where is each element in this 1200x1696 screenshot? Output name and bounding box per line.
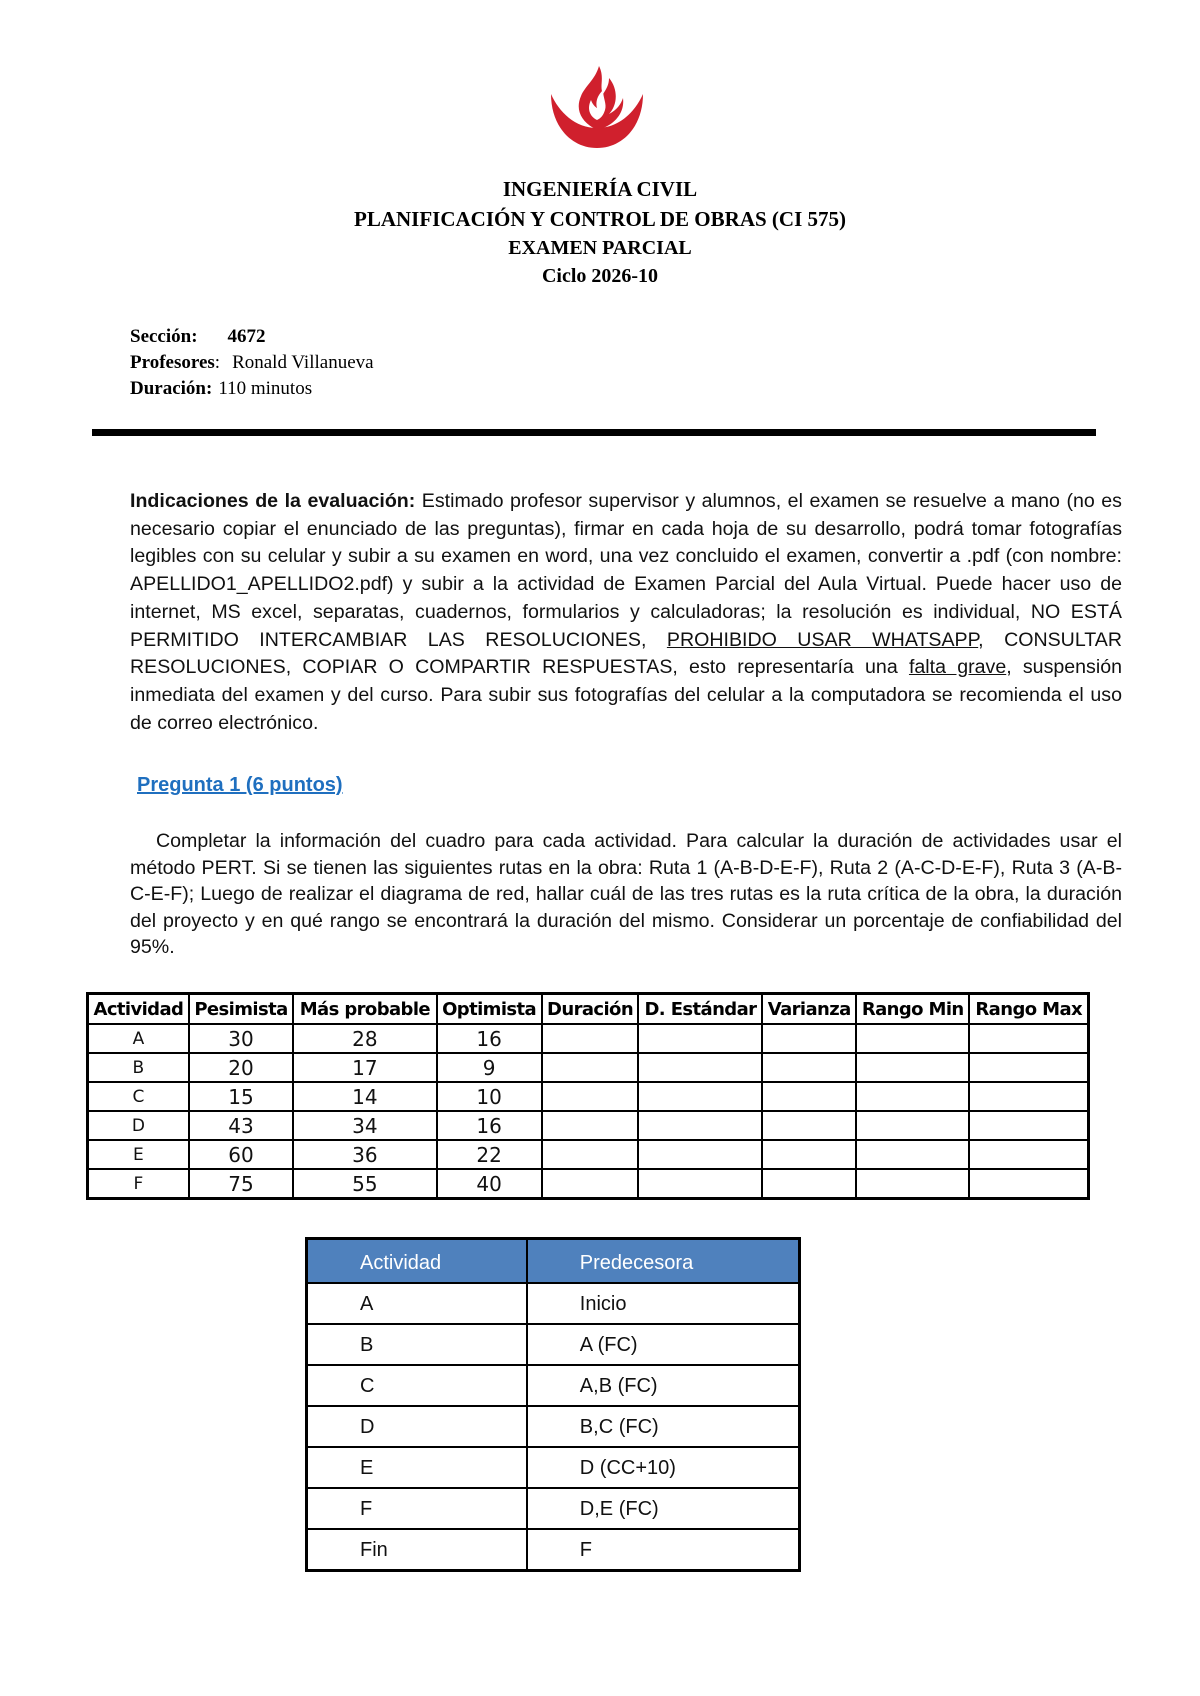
statement-text: Completar la información del cuadro para cada actividad. Para calcular la duración de actividades usar el método PERT. Si se tienen las siguientes rutas en la obra: Ruta 1 (A-B-D-E-F), Ruta 2 (A-C-D-E-F), Ruta 3 (A-B-C-E-F); Luego de realizar el diagrama de red, hallar cuál de las tres rutas es la ruta crítica de la obra, la duración del proyecto y en qué rango se encontrará la duración del mismo. Considerar un porcentaje de confiabilidad del 95%. bbox=[130, 830, 1122, 958]
pert-cell bbox=[638, 1024, 762, 1053]
pert-row bbox=[88, 1082, 1089, 1111]
exam-title: EXAMEN PARCIAL bbox=[508, 237, 692, 259]
pert-cell: 34 bbox=[293, 1111, 436, 1140]
pert-cell bbox=[762, 1169, 856, 1199]
pert-cell bbox=[856, 1082, 969, 1111]
pert-cell: 43 bbox=[189, 1111, 293, 1140]
pert-activity-cell: B bbox=[88, 1053, 189, 1082]
pert-cell bbox=[969, 1111, 1088, 1140]
pert-cell bbox=[638, 1111, 762, 1140]
question-statement bbox=[130, 828, 1122, 961]
predecessor-activity-cell: D bbox=[307, 1406, 527, 1447]
pert-cell bbox=[856, 1111, 969, 1140]
section-label: Sección: bbox=[130, 326, 198, 347]
pert-cell: 30 bbox=[189, 1024, 293, 1053]
duration-row bbox=[130, 376, 374, 402]
pert-cell bbox=[856, 1053, 969, 1082]
pert-row bbox=[88, 1024, 1089, 1053]
pert-cell: 60 bbox=[189, 1140, 293, 1169]
predecessor-activity-cell: F bbox=[307, 1488, 527, 1529]
pert-cell bbox=[542, 1111, 639, 1140]
pert-header-cell: Actividad bbox=[88, 994, 189, 1025]
pert-cell bbox=[542, 1169, 639, 1199]
pert-activity-cell: C bbox=[88, 1082, 189, 1111]
predecessor-row bbox=[307, 1529, 800, 1571]
pert-cell bbox=[969, 1140, 1088, 1169]
instructions-underlined-1: PROHIBIDO USAR WHATSAPP bbox=[666, 628, 979, 651]
pert-header-cell: Optimista bbox=[437, 994, 542, 1025]
pert-cell bbox=[762, 1024, 856, 1053]
pert-table bbox=[86, 992, 1090, 1200]
pert-cell: 55 bbox=[293, 1169, 436, 1199]
predecessor-row bbox=[307, 1283, 800, 1324]
pert-cell bbox=[542, 1082, 639, 1111]
pert-table-body bbox=[88, 1024, 1089, 1199]
predecessor-value-cell: B,C (FC) bbox=[527, 1406, 800, 1447]
pert-cell: 16 bbox=[437, 1024, 542, 1053]
predecessor-activity-cell: A bbox=[307, 1283, 527, 1324]
instructions-underlined-2: falta grave bbox=[908, 656, 1007, 679]
pert-header-cell: Más probable bbox=[293, 994, 436, 1025]
pert-cell bbox=[856, 1024, 969, 1053]
pert-cell bbox=[856, 1140, 969, 1169]
section-value: 4672 bbox=[227, 326, 266, 347]
predecessor-header-cell: Predecesora bbox=[527, 1239, 800, 1284]
predecessor-value-cell: D (CC+10) bbox=[527, 1447, 800, 1488]
pert-cell bbox=[969, 1053, 1088, 1082]
pert-header-cell: Pesimista bbox=[189, 994, 293, 1025]
career-title: INGENIERÍA CIVIL bbox=[502, 177, 698, 201]
exam-header bbox=[0, 174, 1200, 290]
professors-colon: : bbox=[214, 352, 221, 373]
pert-cell bbox=[638, 1082, 762, 1111]
predecessor-row bbox=[307, 1406, 800, 1447]
pert-cell bbox=[638, 1053, 762, 1082]
pert-cell bbox=[762, 1111, 856, 1140]
course-title: PLANIFICACIÓN Y CONTROL DE OBRAS (CI 575) bbox=[354, 207, 846, 231]
duration-label: Duración: bbox=[130, 378, 213, 399]
pert-cell bbox=[542, 1024, 639, 1053]
pert-cell bbox=[542, 1053, 639, 1082]
pert-cell bbox=[762, 1053, 856, 1082]
exam-meta bbox=[130, 324, 374, 402]
pert-header-row bbox=[88, 994, 1089, 1025]
predecessor-row bbox=[307, 1488, 800, 1529]
pert-header-cell: Rango Min bbox=[856, 994, 969, 1025]
pert-activity-cell: F bbox=[88, 1169, 189, 1199]
predecessor-value-cell: A (FC) bbox=[527, 1324, 800, 1365]
instructions-text-1: Estimado profesor supervisor y alumnos, el examen se resuelve a mano (no es necesario copiar el enunciado de las preguntas), firmar en cada hoja de su desarrollo, podrá tomar fotografías legibles con su celular y subir a su examen en word, una vez concluido el examen, convertir a .pdf (con nombre: APELLIDO1_APELLIDO2.pdf) y subir a la actividad de Examen Parcial del Aula Virtual. Puede hacer uso de internet, MS excel, separatas, cuadernos, formularios y calculadoras; la resolución es individual, NO ESTÁ PERMITIDO INTERCAMBIAR LAS RESOLUCIONES, bbox=[130, 490, 1122, 651]
predecessor-activity-cell: Fin bbox=[307, 1529, 527, 1571]
pert-cell: 16 bbox=[437, 1111, 542, 1140]
pert-cell bbox=[638, 1169, 762, 1199]
predecessor-table-body bbox=[307, 1283, 800, 1571]
pert-cell: 22 bbox=[437, 1140, 542, 1169]
pert-cell: 15 bbox=[189, 1082, 293, 1111]
predecessor-value-cell: D,E (FC) bbox=[527, 1488, 800, 1529]
instructions-text-2: , CONSULTAR RESOLUCIONES, COPIAR O COMPARTIR RESPUESTAS, esto representaría una bbox=[130, 628, 1122, 679]
predecessor-value-cell: Inicio bbox=[527, 1283, 800, 1324]
pert-cell: 75 bbox=[189, 1169, 293, 1199]
pert-cell: 10 bbox=[437, 1082, 542, 1111]
pert-cell bbox=[969, 1024, 1088, 1053]
predecessor-header-cell: Actividad bbox=[307, 1239, 527, 1284]
instructions-paragraph bbox=[130, 488, 1122, 737]
predecessor-value-cell: F bbox=[527, 1529, 800, 1571]
pert-cell bbox=[762, 1140, 856, 1169]
predecessor-row bbox=[307, 1324, 800, 1365]
pert-cell: 14 bbox=[293, 1082, 436, 1111]
university-logo bbox=[545, 60, 649, 150]
header-divider bbox=[92, 429, 1096, 436]
pert-cell bbox=[969, 1169, 1088, 1199]
pert-header-cell: Rango Max bbox=[969, 994, 1088, 1025]
pert-cell bbox=[856, 1169, 969, 1199]
pert-cell bbox=[762, 1082, 856, 1111]
pert-activity-cell: D bbox=[88, 1111, 189, 1140]
predecessor-activity-cell: B bbox=[307, 1324, 527, 1365]
pert-header-cell: Duración bbox=[542, 994, 639, 1025]
pert-cell bbox=[638, 1140, 762, 1169]
predecessor-activity-cell: E bbox=[307, 1447, 527, 1488]
predecessor-activity-cell: C bbox=[307, 1365, 527, 1406]
pert-cell: 17 bbox=[293, 1053, 436, 1082]
instructions-text-3: , suspensión inmediata del examen y del curso. Para subir sus fotografías del celular a la computadora se recomienda el uso de correo electrónico. bbox=[130, 656, 1122, 734]
predecessor-header-row bbox=[307, 1239, 800, 1284]
professors-value: Ronald Villanueva bbox=[232, 352, 374, 373]
pert-cell: 28 bbox=[293, 1024, 436, 1053]
predecessor-row bbox=[307, 1365, 800, 1406]
predecessor-row bbox=[307, 1447, 800, 1488]
pert-cell bbox=[542, 1140, 639, 1169]
pert-cell: 9 bbox=[437, 1053, 542, 1082]
pert-row bbox=[88, 1053, 1089, 1082]
cycle-title: Ciclo 2026-10 bbox=[541, 265, 659, 287]
professors-row bbox=[130, 350, 374, 376]
pert-cell: 20 bbox=[189, 1053, 293, 1082]
pert-activity-cell: E bbox=[88, 1140, 189, 1169]
question-title: Pregunta 1 (6 puntos) bbox=[137, 774, 343, 796]
instructions-lead: Indicaciones de la evaluación: bbox=[130, 490, 416, 512]
pert-row bbox=[88, 1140, 1089, 1169]
predecessor-table bbox=[305, 1237, 801, 1572]
pert-cell: 36 bbox=[293, 1140, 436, 1169]
pert-cell: 40 bbox=[437, 1169, 542, 1199]
predecessor-value-cell: A,B (FC) bbox=[527, 1365, 800, 1406]
pert-row bbox=[88, 1111, 1089, 1140]
duration-value: 110 minutos bbox=[218, 378, 313, 399]
pert-cell bbox=[969, 1082, 1088, 1111]
section-row bbox=[130, 324, 374, 350]
pert-activity-cell: A bbox=[88, 1024, 189, 1053]
pert-header-cell: D. Estándar bbox=[638, 994, 762, 1025]
professors-label: Profesores bbox=[130, 352, 215, 373]
pert-row bbox=[88, 1169, 1089, 1199]
pert-header-cell: Varianza bbox=[762, 994, 856, 1025]
